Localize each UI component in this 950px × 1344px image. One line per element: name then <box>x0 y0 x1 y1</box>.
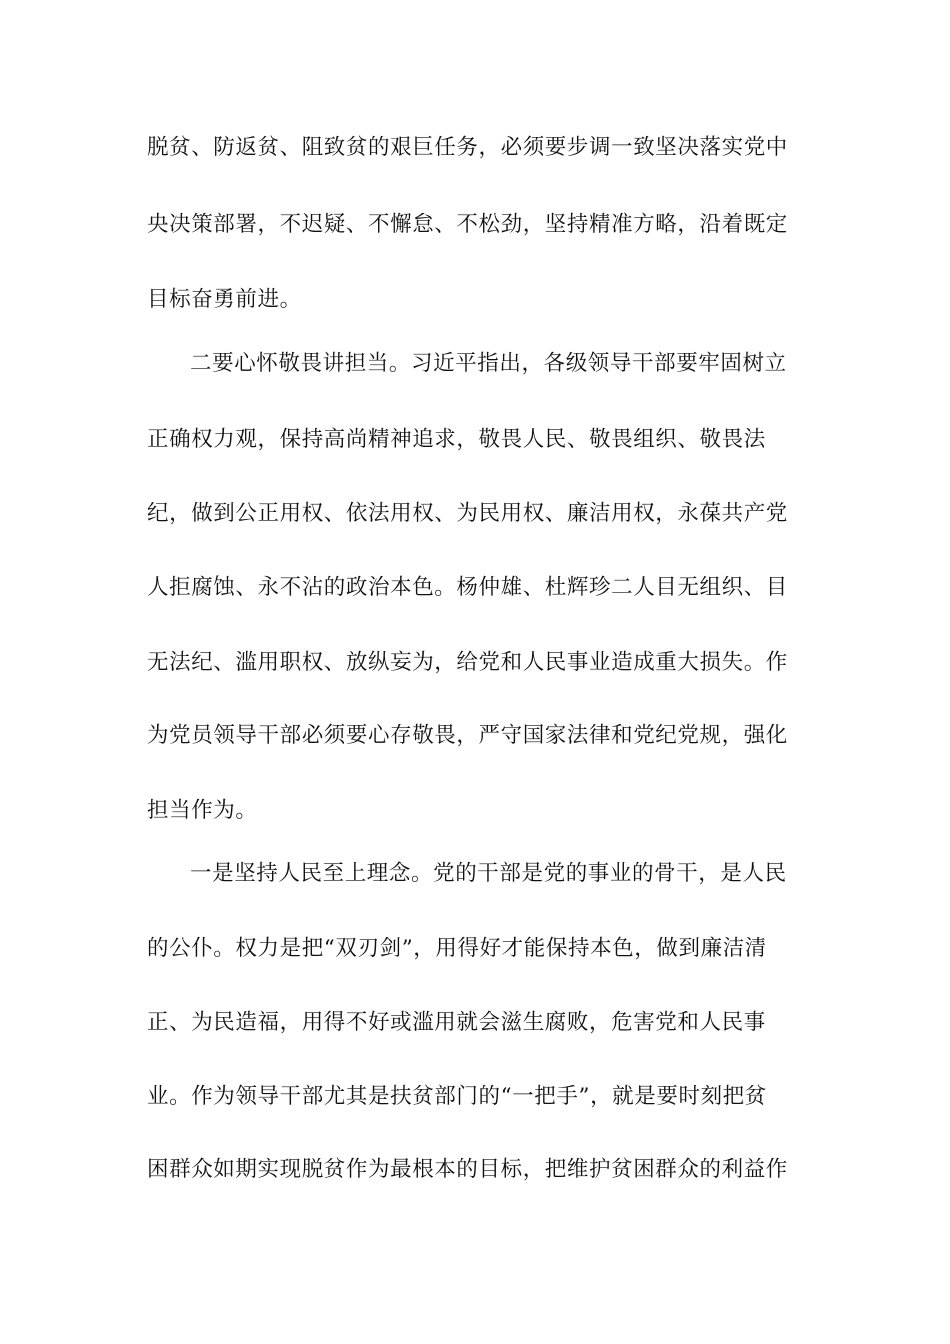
text-line-1: 脱贫、防返贫、阻致贫的艰巨任务，必须要步调一致坚决落实党中 <box>147 135 788 160</box>
paragraph-heading-2: 二要心怀敬畏讲担当。习近平指出，各级领导干部要牢固树立 <box>190 351 787 376</box>
text-line-2: 央决策部署，不迟疑、不懈怠、不松劲，坚持精准方略，沿着既定 <box>147 212 788 237</box>
text-line-13: 正、为民造福，用得不好或滥用就会滋生腐败，危害党和人民事 <box>147 1010 766 1035</box>
text-line-9: 为党员领导干部必须要心存敬畏，严守国家法律和党纪党规，强化 <box>147 723 788 748</box>
text-line-6: 纪，做到公正用权、依法用权、为民用权、廉洁用权，永葆共产党 <box>147 501 788 526</box>
text-line-5: 正确权力观，保持高尚精神追求，敬畏人民、敬畏组织、敬畏法 <box>147 427 766 452</box>
text-line-12: 的公仆。权力是把“双刃剑”，用得好才能保持本色，做到廉洁清 <box>147 936 767 961</box>
paragraph-heading-1: 一是坚持人民至上理念。党的干部是党的事业的骨干，是人民 <box>190 861 787 886</box>
text-line-7: 人拒腐蚀、永不沾的政治本色。杨仲雄、杜辉珍二人目无组织、目 <box>147 575 788 600</box>
text-line-14: 业。作为领导干部尤其是扶贫部门的“一把手”，就是要时刻把贫 <box>147 1084 767 1109</box>
text-line-10: 担当作为。 <box>147 798 258 823</box>
text-line-15: 困群众如期实现脱贫作为最根本的目标，把维护贫困群众的利益作 <box>147 1157 788 1182</box>
text-line-8: 无法纪、滥用职权、放纵妄为，给党和人民事业造成重大损失。作 <box>147 650 788 675</box>
text-line-3: 目标奋勇前进。 <box>147 287 302 312</box>
